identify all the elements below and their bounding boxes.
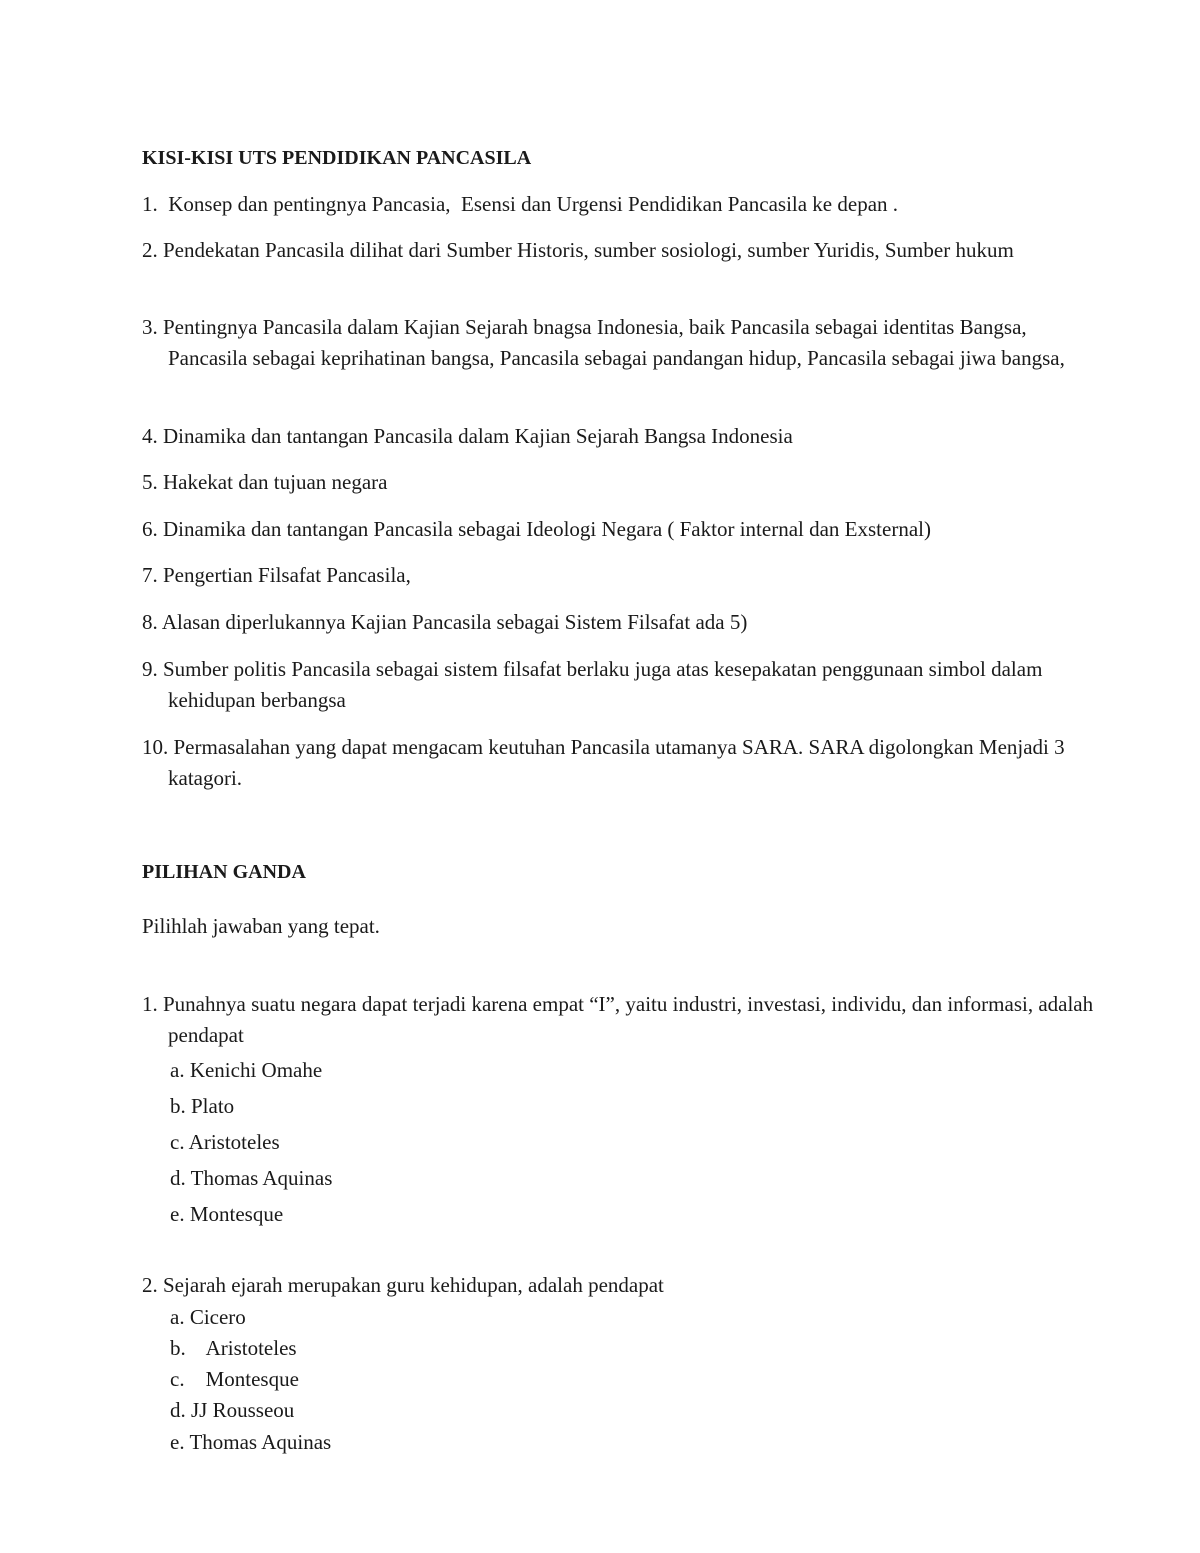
kisi-item-5: 5. Hakekat dan tujuan negara	[142, 470, 388, 494]
pg-instruction: Pilihlah jawaban yang tepat.	[142, 914, 380, 938]
kisi-item-8: 8. Alasan diperlukannya Kajian Pancasila sebagai Sistem Filsafat ada 5)	[142, 610, 748, 634]
kisi-item-10: 10. Permasalahan yang dapat mengacam keutuhan Pancasila utamanya SARA. SARA digolongkan Menjadi 3 katagori.	[142, 735, 1070, 790]
question-2-option-e: e. Thomas Aquinas	[170, 1430, 332, 1454]
question-1-option-e: e. Montesque	[170, 1202, 284, 1226]
kisi-title: KISI-KISI UTS PENDIDIKAN PANCASILA	[142, 147, 532, 169]
question-2-option-a: a. Cicero	[170, 1305, 246, 1329]
question-1-option-c: c. Aristoteles	[170, 1130, 280, 1154]
kisi-item-9: 9. Sumber politis Pancasila sebagai sistem filsafat berlaku juga atas kesepakatan penggunaan simbol dalam kehidupan berbangsa	[142, 657, 1048, 712]
question-2-option-d: d. JJ Rousseou	[170, 1398, 295, 1422]
question-2-option-c: c. Montesque	[170, 1367, 299, 1391]
kisi-item-6: 6. Dinamika dan tantangan Pancasila sebagai Ideologi Negara ( Faktor internal dan Exsternal)	[142, 517, 931, 541]
pg-title: PILIHAN GANDA	[142, 861, 306, 883]
kisi-item-2: 2. Pendekatan Pancasila dilihat dari Sumber Historis, sumber sosiologi, sumber Yuridis, Sumber hukum	[142, 238, 1014, 262]
question-1-option-d: d. Thomas Aquinas	[170, 1166, 333, 1190]
question-2: 2. Sejarah ejarah merupakan guru kehidupan, adalah pendapat	[142, 1273, 664, 1297]
kisi-item-1: 1. Konsep dan pentingnya Pancasia, Esensi dan Urgensi Pendidikan Pancasila ke depan .	[142, 192, 899, 216]
question-2-option-b: b. Aristoteles	[170, 1336, 297, 1360]
kisi-item-7: 7. Pengertian Filsafat Pancasila,	[142, 563, 411, 587]
question-1-option-b: b. Plato	[170, 1094, 235, 1118]
question-1: 1. Punahnya suatu negara dapat terjadi karena empat “I”, yaitu industri, investasi, individu, dan informasi, adalah pendapat	[142, 992, 1099, 1047]
kisi-item-4: 4. Dinamika dan tantangan Pancasila dalam Kajian Sejarah Bangsa Indonesia	[142, 424, 793, 448]
kisi-item-3: 3. Pentingnya Pancasila dalam Kajian Sejarah bnagsa Indonesia, baik Pancasila sebagai identitas Bangsa, Pancasila sebagai keprihatinan bangsa, Pancasila sebagai pandangan hidup, Pancasila sebagai jiwa bangsa,	[142, 315, 1065, 370]
question-1-option-a: a. Kenichi Omahe	[170, 1058, 323, 1082]
